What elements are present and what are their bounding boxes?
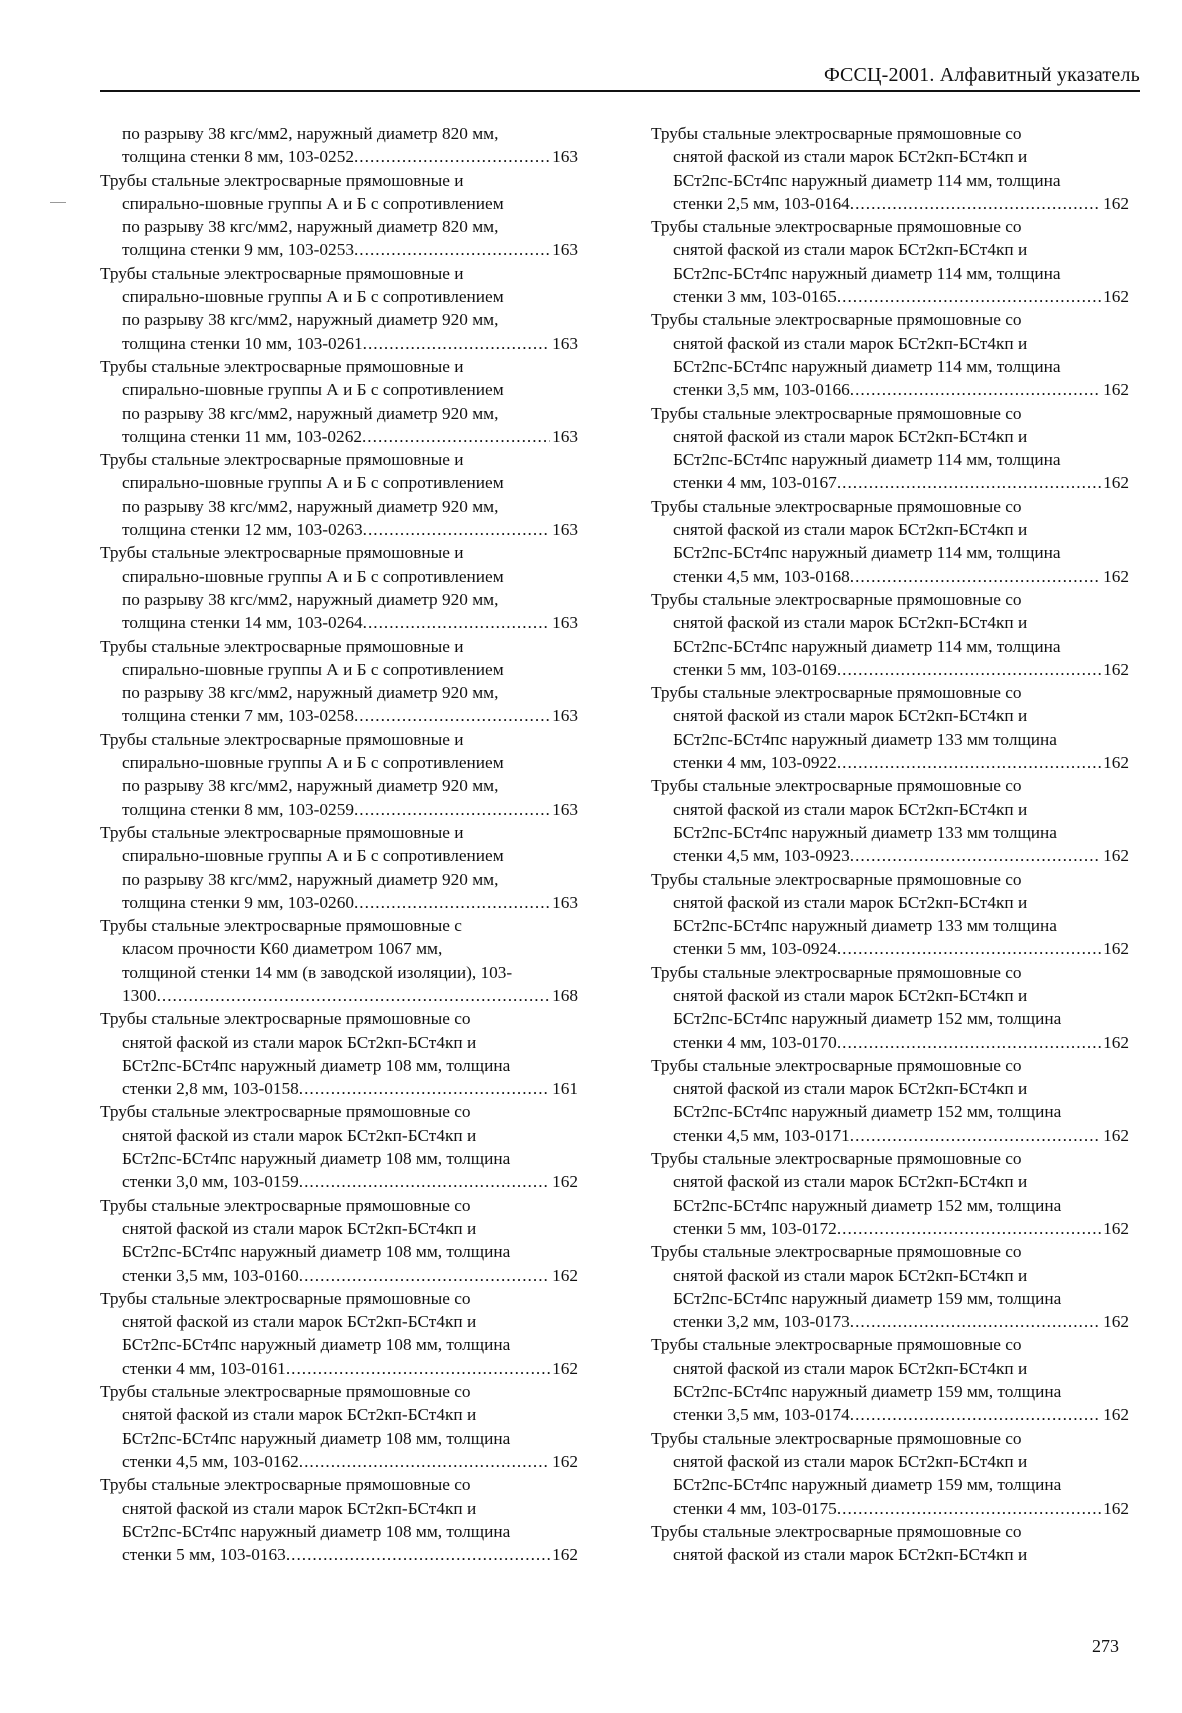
entry-line: Трубы стальные электросварные прямошовные со xyxy=(651,776,1022,796)
entry-code: толщина стенки 14 мм, 103-0264 xyxy=(122,613,363,633)
entry-last-line xyxy=(673,192,1129,215)
index-entry xyxy=(651,1520,1129,1567)
entry-line: снятой фаской из стали марок БСт2кп-БСт4кп и xyxy=(673,426,1028,446)
entry-line: БСт2пс-БСт4пс наружный диаметр 159 мм, толщина xyxy=(673,1382,1062,1402)
index-entry xyxy=(100,1473,578,1566)
entry-line: по разрыву 38 кгс/мм2, наружный диаметр 820 мм, xyxy=(122,124,499,143)
entry-line: Трубы стальные электросварные прямошовные со xyxy=(651,962,1022,982)
entry-code: стенки 4,5 мм, 103-0162 xyxy=(122,1451,299,1471)
entry-last-line xyxy=(122,518,578,541)
index-entry xyxy=(100,355,578,448)
entry-line: БСт2пс-БСт4пс наружный диаметр 108 мм, толщина xyxy=(122,1055,511,1075)
entry-line: по разрыву 38 кгс/мм2, наружный диаметр 920 мм, xyxy=(122,496,499,516)
entry-code: стенки 2,5 мм, 103-0164 xyxy=(673,193,850,213)
entry-line: по разрыву 38 кгс/мм2, наружный диаметр 920 мм, xyxy=(122,403,499,423)
entry-code: толщина стенки 8 мм, 103-0259 xyxy=(122,799,354,819)
dot-leader xyxy=(354,145,550,168)
index-entry xyxy=(100,262,578,355)
entry-code: стенки 4,5 мм, 103-0923 xyxy=(673,846,850,866)
dot-leader xyxy=(837,751,1101,774)
dot-leader xyxy=(850,1310,1101,1333)
entry-line: БСт2пс-БСт4пс наружный диаметр 133 мм толщина xyxy=(673,916,1057,936)
entry-line: Трубы стальные электросварные прямошовные со xyxy=(651,217,1022,237)
entry-line: БСт2пс-БСт4пс наружный диаметр 152 мм, толщина xyxy=(673,1102,1062,1122)
entry-last-line xyxy=(673,937,1129,960)
entry-line: Трубы стальные электросварные прямошовные и xyxy=(100,450,464,470)
margin-mark xyxy=(50,202,66,203)
header-rule xyxy=(100,90,1140,92)
entry-page-ref: 162 xyxy=(552,1545,578,1565)
index-entry xyxy=(100,448,578,541)
entry-last-line xyxy=(122,1264,578,1287)
entry-page-ref: 162 xyxy=(552,1451,578,1471)
entry-line: Трубы стальные электросварные прямошовные со xyxy=(651,683,1022,703)
index-entry xyxy=(651,961,1129,1054)
entry-line: спирально-шовные группы А и Б с сопротивлением xyxy=(122,380,504,400)
entry-line: Трубы стальные электросварные прямошовные со xyxy=(651,869,1022,889)
entry-line: снятой фаской из стали марок БСт2кп-БСт4кп и xyxy=(673,1265,1028,1285)
entry-line: БСт2пс-БСт4пс наружный диаметр 108 мм, толщина xyxy=(122,1149,511,1169)
index-entry xyxy=(651,681,1129,774)
entry-line: Трубы стальные электросварные прямошовные и xyxy=(100,263,464,283)
index-entry xyxy=(651,774,1129,867)
entry-code: стенки 3,0 мм, 103-0159 xyxy=(122,1172,299,1192)
entry-page-ref: 162 xyxy=(1103,380,1129,400)
entry-line: БСт2пс-БСт4пс наружный диаметр 152 мм, толщина xyxy=(673,1195,1062,1215)
index-entry xyxy=(100,1100,578,1193)
index-column-left xyxy=(100,122,578,1566)
index-entry xyxy=(651,495,1129,588)
entry-line: снятой фаской из стали марок БСт2кп-БСт4кп и xyxy=(673,1545,1028,1565)
entry-page-ref: 162 xyxy=(552,1172,578,1192)
dot-leader xyxy=(850,378,1101,401)
dot-leader xyxy=(299,1450,550,1473)
entry-page-ref: 163 xyxy=(552,892,578,912)
entry-last-line xyxy=(122,332,578,355)
index-entry xyxy=(100,914,578,1007)
entry-line: спирально-шовные группы А и Б с сопротивлением xyxy=(122,846,504,866)
entry-page-ref: 162 xyxy=(1103,846,1129,866)
entry-line: Трубы стальные электросварные прямошовные со xyxy=(651,1335,1022,1355)
entry-last-line xyxy=(673,1310,1129,1333)
entry-last-line xyxy=(673,1497,1129,1520)
entry-line: по разрыву 38 кгс/мм2, наружный диаметр 820 мм, xyxy=(122,217,499,237)
entry-line: БСт2пс-БСт4пс наружный диаметр 114 мм, толщина xyxy=(673,636,1061,656)
index-entry xyxy=(100,1007,578,1100)
entry-line: Трубы стальные электросварные прямошовные со xyxy=(651,496,1022,516)
entry-page-ref: 162 xyxy=(1103,287,1129,307)
entry-code: стенки 3,5 мм, 103-0174 xyxy=(673,1405,850,1425)
entry-page-ref: 168 xyxy=(552,985,578,1005)
entry-line: Трубы стальные электросварные прямошовные с xyxy=(100,916,462,936)
entry-line: спирально-шовные группы А и Б с сопротивлением xyxy=(122,193,504,213)
index-entry xyxy=(651,1054,1129,1147)
entry-page-ref: 162 xyxy=(1103,1498,1129,1518)
entry-page-ref: 163 xyxy=(552,706,578,726)
index-entry xyxy=(651,215,1129,308)
entry-code: толщина стенки 8 мм, 103-0252 xyxy=(122,147,354,167)
entry-last-line xyxy=(122,891,578,914)
index-entry xyxy=(651,1427,1129,1520)
entry-code: 1300 xyxy=(122,985,157,1005)
entry-line: спирально-шовные группы А и Б с сопротивлением xyxy=(122,659,504,679)
entry-code: стенки 4 мм, 103-0175 xyxy=(673,1498,837,1518)
entry-line: спирально-шовные группы А и Б с сопротивлением xyxy=(122,287,504,307)
entry-line: снятой фаской из стали марок БСт2кп-БСт4кп и xyxy=(122,1032,477,1052)
entry-page-ref: 163 xyxy=(552,147,578,167)
entry-last-line xyxy=(673,1124,1129,1147)
entry-line: снятой фаской из стали марок БСт2кп-БСт4кп и xyxy=(673,706,1028,726)
entry-line: Трубы стальные электросварные прямошовные со xyxy=(651,124,1022,143)
entry-last-line xyxy=(122,984,578,1007)
dot-leader xyxy=(850,844,1101,867)
dot-leader xyxy=(837,1497,1101,1520)
index-entry xyxy=(651,588,1129,681)
entry-line: снятой фаской из стали марок БСт2кп-БСт4кп и xyxy=(122,1405,477,1425)
entry-page-ref: 162 xyxy=(1103,193,1129,213)
index-entry xyxy=(100,541,578,634)
index-entry xyxy=(651,308,1129,401)
page-number: 273 xyxy=(1092,1636,1119,1656)
entry-line: БСт2пс-БСт4пс наружный диаметр 152 мм, толщина xyxy=(673,1009,1062,1029)
dot-leader xyxy=(837,658,1101,681)
dot-leader xyxy=(837,1217,1101,1240)
entry-last-line xyxy=(122,1357,578,1380)
entry-line: БСт2пс-БСт4пс наружный диаметр 108 мм, толщина xyxy=(122,1335,511,1355)
entry-page-ref: 163 xyxy=(552,799,578,819)
dot-leader xyxy=(363,332,550,355)
entry-code: стенки 2,8 мм, 103-0158 xyxy=(122,1079,299,1099)
index-entry xyxy=(651,1147,1129,1240)
entry-last-line xyxy=(122,1077,578,1100)
entry-last-line xyxy=(673,844,1129,867)
entry-line: снятой фаской из стали марок БСт2кп-БСт4кп и xyxy=(673,1079,1028,1099)
entry-line: снятой фаской из стали марок БСт2кп-БСт4кп и xyxy=(673,1451,1028,1471)
dot-leader xyxy=(354,704,550,727)
entry-line: спирально-шовные группы А и Б с сопротивлением xyxy=(122,566,504,586)
entry-last-line xyxy=(673,285,1129,308)
entry-code: толщина стенки 12 мм, 103-0263 xyxy=(122,520,363,540)
entry-line: Трубы стальные электросварные прямошовные со xyxy=(100,1288,471,1308)
entry-line: по разрыву 38 кгс/мм2, наружный диаметр 920 мм, xyxy=(122,589,499,609)
entry-page-ref: 163 xyxy=(552,520,578,540)
index-entry xyxy=(651,1333,1129,1426)
entry-line: Трубы стальные электросварные прямошовные со xyxy=(651,403,1022,423)
entry-line: Трубы стальные электросварные прямошовные со xyxy=(651,1521,1022,1541)
entry-line: БСт2пс-БСт4пс наружный диаметр 108 мм, толщина xyxy=(122,1428,511,1448)
entry-line: БСт2пс-БСт4пс наружный диаметр 114 мм, толщина xyxy=(673,263,1061,283)
entry-last-line xyxy=(122,425,578,448)
dot-leader xyxy=(157,984,551,1007)
entry-line: БСт2пс-БСт4пс наружный диаметр 159 мм, толщина xyxy=(673,1288,1062,1308)
index-entry xyxy=(651,122,1129,215)
entry-code: стенки 3,5 мм, 103-0160 xyxy=(122,1265,299,1285)
entry-line: по разрыву 38 кгс/мм2, наружный диаметр 920 мм, xyxy=(122,683,499,703)
index-entry xyxy=(651,1240,1129,1333)
entry-code: стенки 5 мм, 103-0172 xyxy=(673,1218,837,1238)
entry-last-line xyxy=(122,1170,578,1193)
entry-page-ref: 163 xyxy=(552,613,578,633)
entry-line: Трубы стальные электросварные прямошовные со xyxy=(651,310,1022,330)
entry-code: толщина стенки 9 мм, 103-0253 xyxy=(122,240,354,260)
entry-line: БСт2пс-БСт4пс наружный диаметр 114 мм, толщина xyxy=(673,450,1061,470)
dot-leader xyxy=(837,937,1101,960)
dot-leader xyxy=(299,1264,550,1287)
entry-line: толщиной стенки 14 мм (в заводской изоляции), 103- xyxy=(122,962,513,982)
entry-line: снятой фаской из стали марок БСт2кп-БСт4кп и xyxy=(122,1125,477,1145)
entry-line: Трубы стальные электросварные прямошовные со xyxy=(100,1382,471,1402)
entry-line: снятой фаской из стали марок БСт2кп-БСт4кп и xyxy=(673,613,1028,633)
entry-line: снятой фаской из стали марок БСт2кп-БСт4кп и xyxy=(122,1498,477,1518)
entry-line: снятой фаской из стали марок БСт2кп-БСт4кп и xyxy=(673,985,1028,1005)
entry-line: Трубы стальные электросварные прямошовные со xyxy=(100,1195,471,1215)
entry-page-ref: 163 xyxy=(552,333,578,353)
entry-line: спирально-шовные группы А и Б с сопротивлением xyxy=(122,753,504,773)
entry-line: снятой фаской из стали марок БСт2кп-БСт4кп и xyxy=(673,799,1028,819)
entry-page-ref: 162 xyxy=(1103,1125,1129,1145)
entry-line: по разрыву 38 кгс/мм2, наружный диаметр 920 мм, xyxy=(122,869,499,889)
dot-leader xyxy=(363,611,550,634)
entry-code: толщина стенки 9 мм, 103-0260 xyxy=(122,892,354,912)
entry-last-line xyxy=(122,704,578,727)
index-entry xyxy=(100,1380,578,1473)
entry-page-ref: 162 xyxy=(1103,566,1129,586)
entry-last-line xyxy=(122,1450,578,1473)
dot-leader xyxy=(286,1543,550,1566)
dot-leader xyxy=(354,891,550,914)
entry-page-ref: 162 xyxy=(1103,1218,1129,1238)
entry-last-line xyxy=(673,1031,1129,1054)
dot-leader xyxy=(837,285,1101,308)
entry-page-ref: 161 xyxy=(552,1079,578,1099)
running-header: ФССЦ-2001. Алфавитный указатель xyxy=(823,64,1140,86)
index-entry xyxy=(100,728,578,821)
entry-line: Трубы стальные электросварные прямошовные со xyxy=(651,1149,1022,1169)
entry-page-ref: 162 xyxy=(1103,1032,1129,1052)
entry-line: снятой фаской из стали марок БСт2кп-БСт4кп и xyxy=(673,147,1028,167)
dot-leader xyxy=(850,565,1101,588)
entry-line: Трубы стальные электросварные прямошовные и xyxy=(100,822,464,842)
dot-leader xyxy=(850,192,1101,215)
entry-page-ref: 162 xyxy=(1103,473,1129,493)
entry-last-line xyxy=(122,1543,578,1566)
dot-leader xyxy=(837,471,1101,494)
entry-code: толщина стенки 7 мм, 103-0258 xyxy=(122,706,354,726)
entry-line: Трубы стальные электросварные прямошовные со xyxy=(100,1475,471,1495)
entry-line: Трубы стальные электросварные прямошовные и xyxy=(100,729,464,749)
entry-code: стенки 4 мм, 103-0922 xyxy=(673,753,837,773)
entry-line: Трубы стальные электросварные прямошовные со xyxy=(100,1009,471,1029)
entry-line: Трубы стальные электросварные прямошовные со xyxy=(651,1055,1022,1075)
entry-last-line xyxy=(673,751,1129,774)
entry-code: стенки 5 мм, 103-0169 xyxy=(673,659,837,679)
entry-page-ref: 162 xyxy=(552,1358,578,1378)
entry-line: Трубы стальные электросварные прямошовные со xyxy=(100,1102,471,1122)
entry-line: Трубы стальные электросварные прямошовные и xyxy=(100,170,464,190)
entry-line: Трубы стальные электросварные прямошовные со xyxy=(651,1428,1022,1448)
entry-page-ref: 163 xyxy=(552,240,578,260)
dot-leader xyxy=(362,425,550,448)
entry-code: толщина стенки 11 мм, 103-0262 xyxy=(122,426,362,446)
entry-line: по разрыву 38 кгс/мм2, наружный диаметр 920 мм, xyxy=(122,310,499,330)
entry-code: стенки 5 мм, 103-0163 xyxy=(122,1545,286,1565)
entry-code: стенки 4 мм, 103-0170 xyxy=(673,1032,837,1052)
entry-line: снятой фаской из стали марок БСт2кп-БСт4кп и xyxy=(673,1172,1028,1192)
entry-last-line xyxy=(122,798,578,821)
index-entry xyxy=(100,635,578,728)
dot-leader xyxy=(837,1031,1101,1054)
entry-line: снятой фаской из стали марок БСт2кп-БСт4кп и xyxy=(673,240,1028,260)
entry-code: стенки 5 мм, 103-0924 xyxy=(673,939,837,959)
index-entry xyxy=(100,122,578,169)
entry-last-line xyxy=(673,1403,1129,1426)
entry-line: Трубы стальные электросварные прямошовные и xyxy=(100,543,464,563)
entry-code: стенки 3,2 мм, 103-0173 xyxy=(673,1312,850,1332)
entry-line: спирально-шовные группы А и Б с сопротивлением xyxy=(122,473,504,493)
entry-code: стенки 3,5 мм, 103-0166 xyxy=(673,380,850,400)
entry-line: БСт2пс-БСт4пс наружный диаметр 108 мм, толщина xyxy=(122,1242,511,1262)
entry-line: по разрыву 38 кгс/мм2, наружный диаметр 920 мм, xyxy=(122,776,499,796)
entry-last-line xyxy=(122,238,578,261)
entry-page-ref: 163 xyxy=(552,426,578,446)
entry-line: Трубы стальные электросварные прямошовные и xyxy=(100,636,464,656)
entry-page-ref: 162 xyxy=(1103,753,1129,773)
dot-leader xyxy=(850,1403,1101,1426)
index-entry xyxy=(100,169,578,262)
entry-line: БСт2пс-БСт4пс наружный диаметр 114 мм, толщина xyxy=(673,543,1061,563)
entry-code: стенки 4 мм, 103-0161 xyxy=(122,1358,286,1378)
entry-line: БСт2пс-БСт4пс наружный диаметр 108 мм, толщина xyxy=(122,1521,511,1541)
entry-line: снятой фаской из стали марок БСт2кп-БСт4кп и xyxy=(122,1218,477,1238)
entry-page-ref: 162 xyxy=(552,1265,578,1285)
entry-code: толщина стенки 10 мм, 103-0261 xyxy=(122,333,363,353)
entry-line: БСт2пс-БСт4пс наружный диаметр 114 мм, толщина xyxy=(673,170,1061,190)
entry-line: снятой фаской из стали марок БСт2кп-БСт4кп и xyxy=(673,1358,1028,1378)
entry-page-ref: 162 xyxy=(1103,1405,1129,1425)
dot-leader xyxy=(299,1077,550,1100)
entry-last-line xyxy=(122,145,578,168)
entry-code: стенки 4 мм, 103-0167 xyxy=(673,473,837,493)
index-entry xyxy=(651,868,1129,961)
entry-page-ref: 162 xyxy=(1103,939,1129,959)
dot-leader xyxy=(354,798,550,821)
entry-line: Трубы стальные электросварные прямошовные со xyxy=(651,589,1022,609)
entry-line: БСт2пс-БСт4пс наружный диаметр 133 мм толщина xyxy=(673,822,1057,842)
entry-line: снятой фаской из стали марок БСт2кп-БСт4кп и xyxy=(122,1312,477,1332)
entry-line: БСт2пс-БСт4пс наружный диаметр 114 мм, толщина xyxy=(673,356,1061,376)
index-entry xyxy=(100,1287,578,1380)
entry-page-ref: 162 xyxy=(1103,1312,1129,1332)
dot-leader xyxy=(363,518,550,541)
index-column-right xyxy=(651,122,1129,1566)
index-entry xyxy=(100,821,578,914)
entry-last-line xyxy=(122,611,578,634)
entry-last-line xyxy=(673,1217,1129,1240)
entry-line: БСт2пс-БСт4пс наружный диаметр 159 мм, толщина xyxy=(673,1475,1062,1495)
dot-leader xyxy=(299,1170,550,1193)
dot-leader xyxy=(286,1357,550,1380)
entry-line: класом прочности К60 диаметром 1067 мм, xyxy=(122,939,443,959)
entry-line: БСт2пс-БСт4пс наружный диаметр 133 мм толщина xyxy=(673,729,1057,749)
dot-leader xyxy=(354,238,550,261)
entry-code: стенки 4,5 мм, 103-0171 xyxy=(673,1125,850,1145)
entry-last-line xyxy=(673,471,1129,494)
entry-line: снятой фаской из стали марок БСт2кп-БСт4кп и xyxy=(673,892,1028,912)
dot-leader xyxy=(850,1124,1101,1147)
entry-page-ref: 162 xyxy=(1103,659,1129,679)
index-entry xyxy=(651,402,1129,495)
entry-last-line xyxy=(673,378,1129,401)
entry-last-line xyxy=(673,658,1129,681)
entry-code: стенки 4,5 мм, 103-0168 xyxy=(673,566,850,586)
entry-code: стенки 3 мм, 103-0165 xyxy=(673,287,837,307)
entry-line: Трубы стальные электросварные прямошовные со xyxy=(651,1242,1022,1262)
entry-last-line xyxy=(673,565,1129,588)
entry-line: Трубы стальные электросварные прямошовные и xyxy=(100,356,464,376)
entry-line: снятой фаской из стали марок БСт2кп-БСт4кп и xyxy=(673,520,1028,540)
entry-line: снятой фаской из стали марок БСт2кп-БСт4кп и xyxy=(673,333,1028,353)
index-entry xyxy=(100,1194,578,1287)
